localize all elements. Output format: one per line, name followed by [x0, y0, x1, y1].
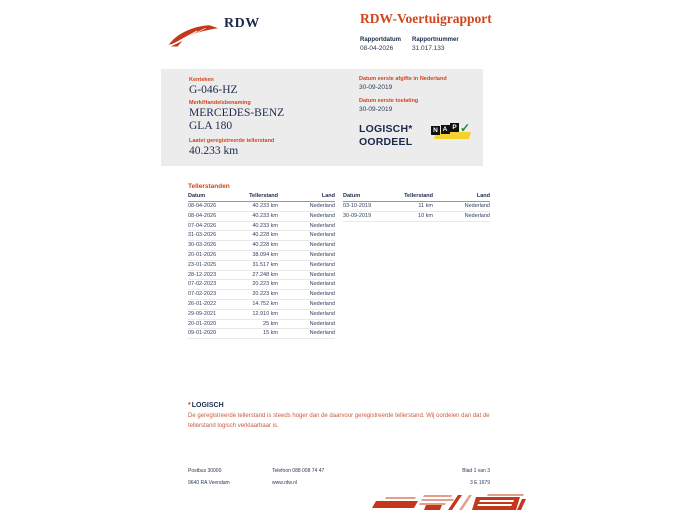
- table-body: [343, 202, 490, 222]
- table-header: [188, 192, 335, 202]
- nap-letter-n: N: [431, 126, 440, 135]
- table-row: [188, 271, 335, 281]
- footnote-title: [188, 402, 518, 409]
- cell-land: Nederland: [309, 300, 335, 307]
- table-row: [188, 241, 335, 251]
- nap-logo: [431, 121, 477, 143]
- cell-datum: 03-10-2019: [343, 203, 372, 209]
- nap-letter-p: P: [450, 123, 459, 132]
- rapportdatum-value: 08-04-2026: [360, 45, 394, 52]
- header-datum: Datum: [188, 193, 206, 199]
- cell-datum: 20-01-2020: [188, 320, 217, 327]
- cell-land: Nederland: [309, 242, 335, 249]
- footer-page-number: Blad 1 van 3: [462, 468, 490, 474]
- footer-phone: Telefoon 088 008 74 47: [272, 468, 325, 474]
- toelating-label: Datum eerste toelating: [359, 98, 419, 104]
- cell-datum: 30-03-2026: [188, 242, 217, 249]
- cell-datum: 07-02-2023: [188, 291, 217, 298]
- cell-land: Nederland: [309, 320, 335, 327]
- kenteken-label: Kenteken: [189, 77, 214, 83]
- footnote-asterisk: *: [188, 402, 191, 409]
- cell-land: Nederland: [464, 212, 490, 219]
- merk-label: Merk/Handelsbenaming: [189, 100, 251, 106]
- table-row: [188, 329, 335, 339]
- cell-land: Nederland: [309, 251, 335, 258]
- rapportnummer-label: Rapportnummer: [412, 37, 459, 43]
- rapportnummer-field: [412, 37, 459, 52]
- cell-land: Nederland: [309, 291, 335, 298]
- footer-form-code: 3 E 1679: [469, 480, 490, 486]
- footer-pageinfo: [420, 468, 490, 492]
- cell-tellerstand: 40.228 km: [252, 232, 278, 239]
- header-land: Land: [321, 193, 335, 199]
- cell-land: Nederland: [309, 203, 335, 209]
- footer-address: [188, 468, 230, 492]
- cell-tellerstand: 38.094 km: [252, 251, 278, 258]
- cell-datum: 29-09-2021: [188, 310, 217, 317]
- rdw-logo: [167, 16, 277, 50]
- table-row: [188, 290, 335, 300]
- footnote-title-text: LOGISCH: [191, 402, 224, 409]
- logisch-footnote: [188, 402, 518, 431]
- cell-datum: 31-03-2026: [188, 232, 217, 239]
- tellerstanden-title: Tellerstanden: [188, 183, 230, 190]
- footer-website: www.rdw.nl: [272, 480, 298, 486]
- table-row: [343, 212, 490, 222]
- cell-datum: 08-04-2026: [188, 203, 217, 209]
- cell-land: Nederland: [309, 310, 335, 317]
- cell-land: Nederland: [309, 222, 335, 229]
- cell-tellerstand: 10 km: [418, 212, 433, 219]
- afgifte-value: 30-09-2019: [359, 84, 393, 91]
- header-tellerstand: Tellerstand: [249, 193, 278, 199]
- cell-tellerstand: 40.228 km: [252, 242, 278, 249]
- tellerstand-value: 40.233 km: [189, 145, 239, 157]
- header-datum: Datum: [343, 193, 361, 199]
- cell-land: Nederland: [309, 330, 335, 337]
- cell-datum: 23-01-2025: [188, 261, 217, 268]
- afgifte-label: Datum eerste afgifte in Nederland: [359, 76, 447, 82]
- table-row: [188, 231, 335, 241]
- footer-postbus: Postbus 30000: [188, 468, 222, 474]
- cell-tellerstand: 14.752 km: [252, 300, 278, 307]
- oordeel-line2: OORDEEL: [359, 136, 413, 148]
- cell-land: Nederland: [464, 203, 490, 209]
- cell-tellerstand: 40.233 km: [252, 222, 278, 229]
- check-icon: ✓: [460, 121, 471, 135]
- cell-datum: 28-12-2023: [188, 271, 217, 278]
- footer-city: 9640 RA Veendam: [188, 480, 230, 486]
- vehicle-summary-panel: [161, 69, 483, 166]
- table-body: [188, 202, 335, 339]
- rdw-stripes-graphic: [372, 494, 528, 514]
- cell-tellerstand: 40.233 km: [252, 212, 278, 219]
- footnote-body: De geregistreerde tellerstand is steeds hoger dan de daarvoor geregistreerde tellerstand. Wij oordelen dan dat de tellerstand logisch verklaarbaar is.: [188, 413, 490, 429]
- rapportdatum-label: Rapportdatum: [360, 37, 401, 43]
- cell-tellerstand: 12.910 km: [252, 310, 278, 317]
- table-row: [188, 310, 335, 320]
- model-value: GLA 180: [189, 120, 233, 132]
- rapportdatum-field: [360, 37, 401, 52]
- cell-datum: 08-04-2026: [188, 212, 217, 219]
- cell-land: Nederland: [309, 261, 335, 268]
- cell-datum: 07-04-2026: [188, 222, 217, 229]
- cell-tellerstand: 20.223 km: [252, 291, 278, 298]
- table-row: [188, 202, 335, 212]
- rapportnummer-value: 31.017.133: [412, 45, 445, 52]
- cell-datum: 30-09-2019: [343, 212, 372, 219]
- cell-datum: 09-01-2020: [188, 330, 217, 337]
- tellerstanden-table-left: [188, 192, 335, 339]
- table-header: [343, 192, 490, 202]
- table-row: [188, 251, 335, 261]
- cell-datum: 26-01-2022: [188, 300, 217, 307]
- cell-land: Nederland: [309, 281, 335, 288]
- report-title: RDW-Voertuigrapport: [360, 11, 492, 26]
- cell-land: Nederland: [309, 271, 335, 278]
- rdw-logo-text: RDW: [224, 16, 260, 31]
- cell-datum: 20-01-2026: [188, 251, 217, 258]
- oordeel-line1: LOGISCH*: [359, 123, 413, 135]
- kenteken-value: G-046-HZ: [189, 84, 238, 96]
- table-row: [188, 280, 335, 290]
- cell-land: Nederland: [309, 212, 335, 219]
- nap-letter-a: A: [441, 125, 450, 134]
- toelating-value: 30-09-2019: [359, 106, 393, 113]
- table-row: [188, 212, 335, 222]
- cell-tellerstand: 31.517 km: [252, 261, 278, 268]
- footer-contact: [272, 468, 324, 492]
- cell-tellerstand: 20.223 km: [252, 281, 278, 288]
- merk-value: MERCEDES-BENZ: [189, 107, 285, 119]
- cell-tellerstand: 11 km: [418, 203, 433, 209]
- header-land: Land: [476, 193, 490, 199]
- table-row: [343, 202, 490, 212]
- cell-datum: 07-02-2023: [188, 281, 217, 288]
- cell-tellerstand: 15 km: [263, 330, 278, 337]
- cell-tellerstand: 40.233 km: [252, 203, 278, 209]
- cell-land: Nederland: [309, 232, 335, 239]
- table-row: [188, 222, 335, 232]
- rdw-bird-icon: [167, 19, 221, 48]
- tellerstanden-table-right: [343, 192, 490, 222]
- table-row: [188, 300, 335, 310]
- header-tellerstand: Tellerstand: [404, 193, 433, 199]
- report-meta: [360, 37, 459, 52]
- oordeel-text: [359, 123, 413, 149]
- tellerstand-label: Laatst geregistreerde tellerstand: [189, 138, 275, 144]
- cell-tellerstand: 25 km: [263, 320, 278, 327]
- cell-tellerstand: 27.248 km: [252, 271, 278, 278]
- table-row: [188, 261, 335, 271]
- table-row: [188, 320, 335, 330]
